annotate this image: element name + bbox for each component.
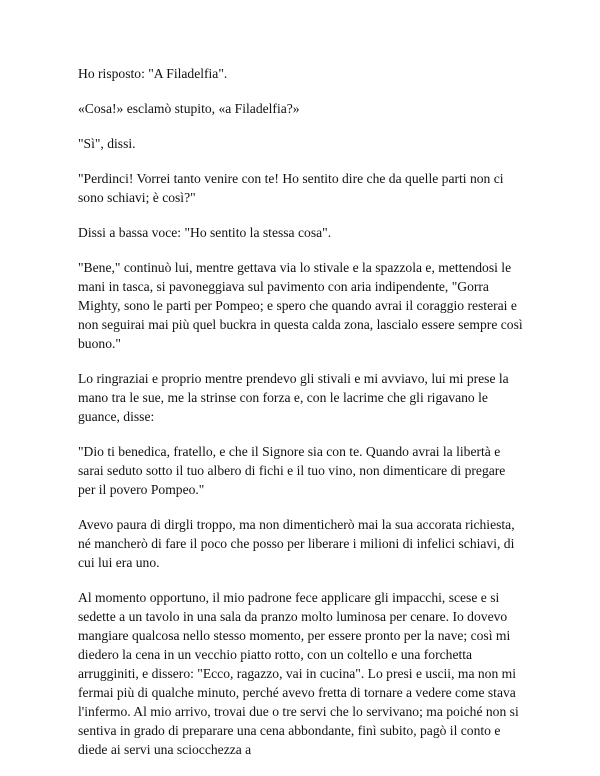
- paragraph-9: Avevo paura di dirgli troppo, ma non dimenticherò mai la sua accorata richiesta, né mancherò di fare il poco che posso per liberare i milioni di infelici schiavi, di cui lui era uno.: [78, 517, 515, 570]
- body-text: [78, 64, 526, 775]
- paragraph-5: Dissi a bassa voce: "Ho sentito la stessa cosa".: [78, 225, 332, 240]
- paragraph-2: «Cosa!» esclamò stupito, «a Filadelfia?»: [78, 101, 300, 116]
- paragraph-10: Al momento opportuno, il mio padrone fece applicare gli impacchi, scese e si sedette a un tavolo in una sala da pranzo molto luminosa per cenare. Io dovevo mangiare qualcosa nello stesso momento, per essere pronto per la nave; così mi diedero la cena in un vecchio piatto rotto, con un coltello e una forchetta arrugginiti, e dissero: "Ecco, ragazzo, vai in cucina". Lo presi e uscii, ma non mi fermai più di qualche minuto, perché avevo fretta di tornare a vedere come stava l'infermo. Al mio arrivo, trovai due o tre servi che lo servivano; ma poiché non si sentiva in grado di preparare una cena abbondante, finì subito, pagò il conto e diede ai servi una sciocchezza a: [78, 590, 519, 757]
- paragraph-7: Lo ringraziai e proprio mentre prendevo gli stivali e mi avviavo, lui mi prese la mano tra le sue, me la strinse con forza e, con le lacrime che gli rigavano le guance, disse:: [78, 371, 509, 424]
- paragraph-6: "Bene," continuò lui, mentre gettava via lo stivale e la spazzola e, mettendosi le mani in tasca, si pavoneggiava sul pavimento con aria indipendente, "Gorra Mighty, sono le parti per Pompeo; e spero che quando avrai il coraggio resterai e non seguirai mai più quel buckra in questa calda zona, lascialo essere sempre così buono.": [78, 260, 523, 351]
- paragraph-4: "Perdinci! Vorrei tanto venire con te! Ho sentito dire che da quelle parti non ci sono schiavi; è così?": [78, 171, 504, 205]
- paragraph-8: "Dio ti benedica, fratello, e che il Signore sia con te. Quando avrai la libertà e sarai seduto sotto il tuo albero di fichi e il tuo vino, non dimenticare di pregare per il povero Pompeo.": [78, 444, 506, 497]
- paragraph-1: Ho risposto: "A Filadelfia".: [78, 66, 228, 81]
- paragraph-3: "Sì", dissi.: [78, 136, 136, 151]
